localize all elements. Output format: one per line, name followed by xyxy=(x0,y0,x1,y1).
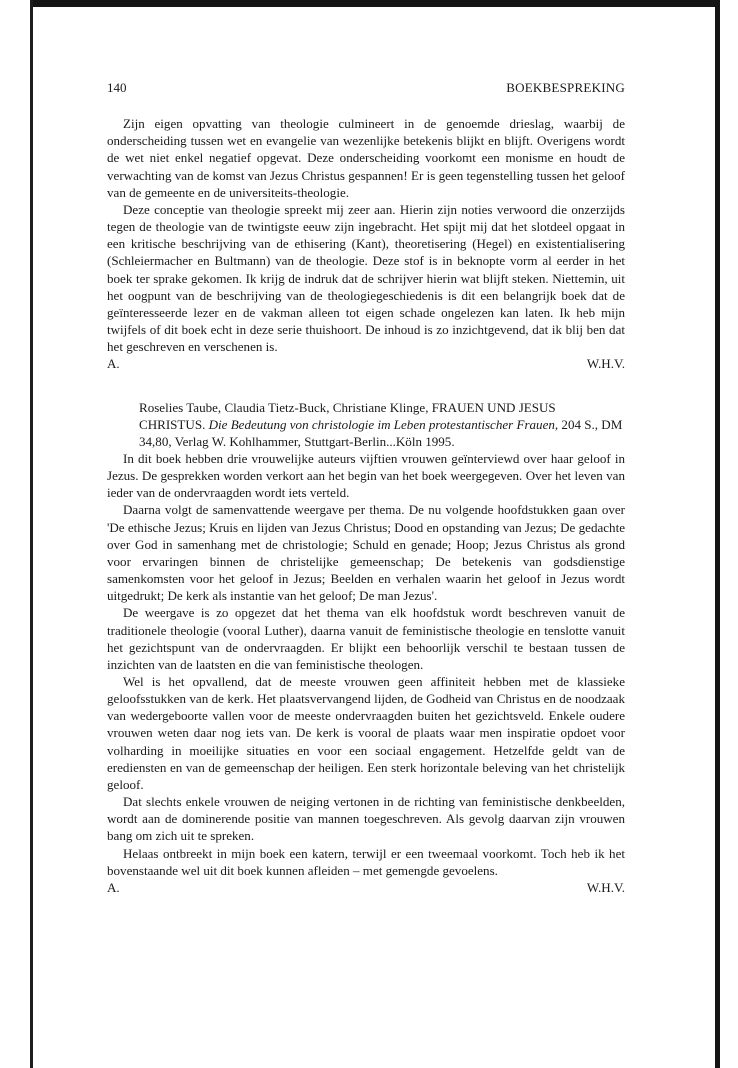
reference-subtitle: Die Bedeutung von christologie im Leben protestantischer Frauen, xyxy=(208,416,559,432)
paragraph: In dit boek hebben drie vrouwelijke auteurs vijftien vrouwen geïnterviewd over haar geloof in Jezus. De gesprekken worden verkort aan het begin van het boek weergegeven. Over het leven van ieder van de ondervraagden wordt iets verteld. xyxy=(107,450,625,501)
paragraph: Wel is het opvallend, dat de meeste vrouwen geen affiniteit hebben met de klassieke geloofsstukken van de kerk. Het plaatsvervangend lijden, de Godheid van Christus en de noodzaak van wedergeboorte vallen voor de meeste ondervraagden buiten het gezichtsveld. Enkele oudere vrouwen weten daar nog iets van. De kerk is vooral de plaats waar men inspiratie opdoet voor volharding in moeilijke situaties en voor een sociaal engagement. Hetzelfde geldt van de erediensten en van de gemeenschap der heiligen. Een sterk horizontale beleving van het christelijk geloof. xyxy=(107,674,625,792)
book-reference xyxy=(107,399,625,450)
scan-border-top xyxy=(30,0,720,7)
running-header xyxy=(107,79,625,96)
paragraph: Deze conceptie van theologie spreekt mij zeer aan. Hierin zijn noties verwoord die onzerzijds tegen de theologie van de twintigste eeuw zijn ingebracht. Het spijt mij dat het slotdeel opgaat in een kritische beschrijving van de ethisering (Kant), theoretisering (Hegel) en existentialisering (Schleiermacher en Bultmann) van de theologie. Deze stof is in beknopte vorm al eerder in het boek ter sprake gekomen. Ik krijg de indruk dat de schrijver hierin wat blijft steken. Niettemin, uit het oogpunt van de beschrijving van de theologiegeschiedenis is dit een belangrijk boek dat de geïnteresseerde lezer en de vakman alleen tot eigen schade ongelezen kan laten. Ik heb mijn twijfels of dit boek echt in deze serie thuishoort. De inhoud is zo inzichtgevend, dat ik blij ben dat het geschreven en verschenen is. xyxy=(107,201,625,355)
paragraph: De weergave is zo opgezet dat het thema van elk hoofdstuk wordt beschreven vanuit de traditionele theologie (vooral Luther), daarna vanuit de feministische theologie en tenslotte vanuit het gezichtspunt van de ondervraagden. Er blijkt een behoorlijk verschil te bestaan tussen de inzichten van de laatsten en die van feministische theologen. xyxy=(107,605,625,672)
scan-border-left xyxy=(30,0,33,1068)
signature-initial: A. xyxy=(107,356,120,372)
signature-initial: A. xyxy=(107,879,120,895)
paragraph: Zijn eigen opvatting van theologie culmineert in de genoemde drieslag, waarbij de onderscheiding tussen wet en evangelie van wezenlijke betekenis blijkt en blijft. Overigens wordt de wet niet enkel negatief opgevat. Deze onderscheiding voorkomt een monisme en houdt de verwachting van de komst van Jezus Christus gespannen! Er is geen tegenstelling tussen het geloof van de gemeente en de universiteits-theologie. xyxy=(107,116,625,200)
section-title: BOEKBESPREKING xyxy=(506,80,625,95)
paragraph: Helaas ontbreekt in mijn boek een katern, terwijl er een tweemaal voorkomt. Toch heb ik het bovenstaande wel uit dit boek kunnen afleiden – met gemengde gevoelens. xyxy=(107,845,625,878)
scan-border-right xyxy=(715,0,720,1068)
signature-author: W.H.V. xyxy=(586,356,625,372)
review-1 xyxy=(107,115,625,372)
reference-authors-title: Roselies Taube, Claudia Tietz-Buck, Christiane Klinge, FRAUEN UND JESUS CHRISTUS. xyxy=(139,399,556,432)
signature-line xyxy=(107,879,625,896)
page-number: 140 xyxy=(107,80,127,95)
signature-author: W.H.V. xyxy=(586,879,625,895)
reference-publication: 204 S., DM 34,80, Verlag W. Kohlhammer, Stuttgart-Berlin...Köln 1995. xyxy=(139,416,623,449)
signature-line xyxy=(107,355,625,372)
paragraph: Dat slechts enkele vrouwen de neiging vertonen in de richting van feministische denkbeelden, wordt aan de dominerende positie van mannen toegeschreven. Als gevolg daarvan zijn vrouwen bang om zich uit te spreken. xyxy=(107,794,625,844)
review-2 xyxy=(107,399,625,897)
paragraph: Daarna volgt de samenvattende weergave per thema. De nu volgende hoofdstukken gaan over 'De ethische Jezus; Kruis en lijden van Jezus Christus; Dood en opstanding van Jezus; De gedachte over God in samenhang met de christologie; Schuld en genade; Hoop; Jezus Christus als grond voor ervaringen binnen de christelijke gemeenschap; De betekenis van godsdienstige samenkomsten voor het geloof in Jezus; Beelden en verhalen waarin het geloof in Jezus wordt uitgedrukt; De kerk als instantie van het geloof; De man Jezus'. xyxy=(107,502,625,604)
page-body xyxy=(107,79,625,896)
